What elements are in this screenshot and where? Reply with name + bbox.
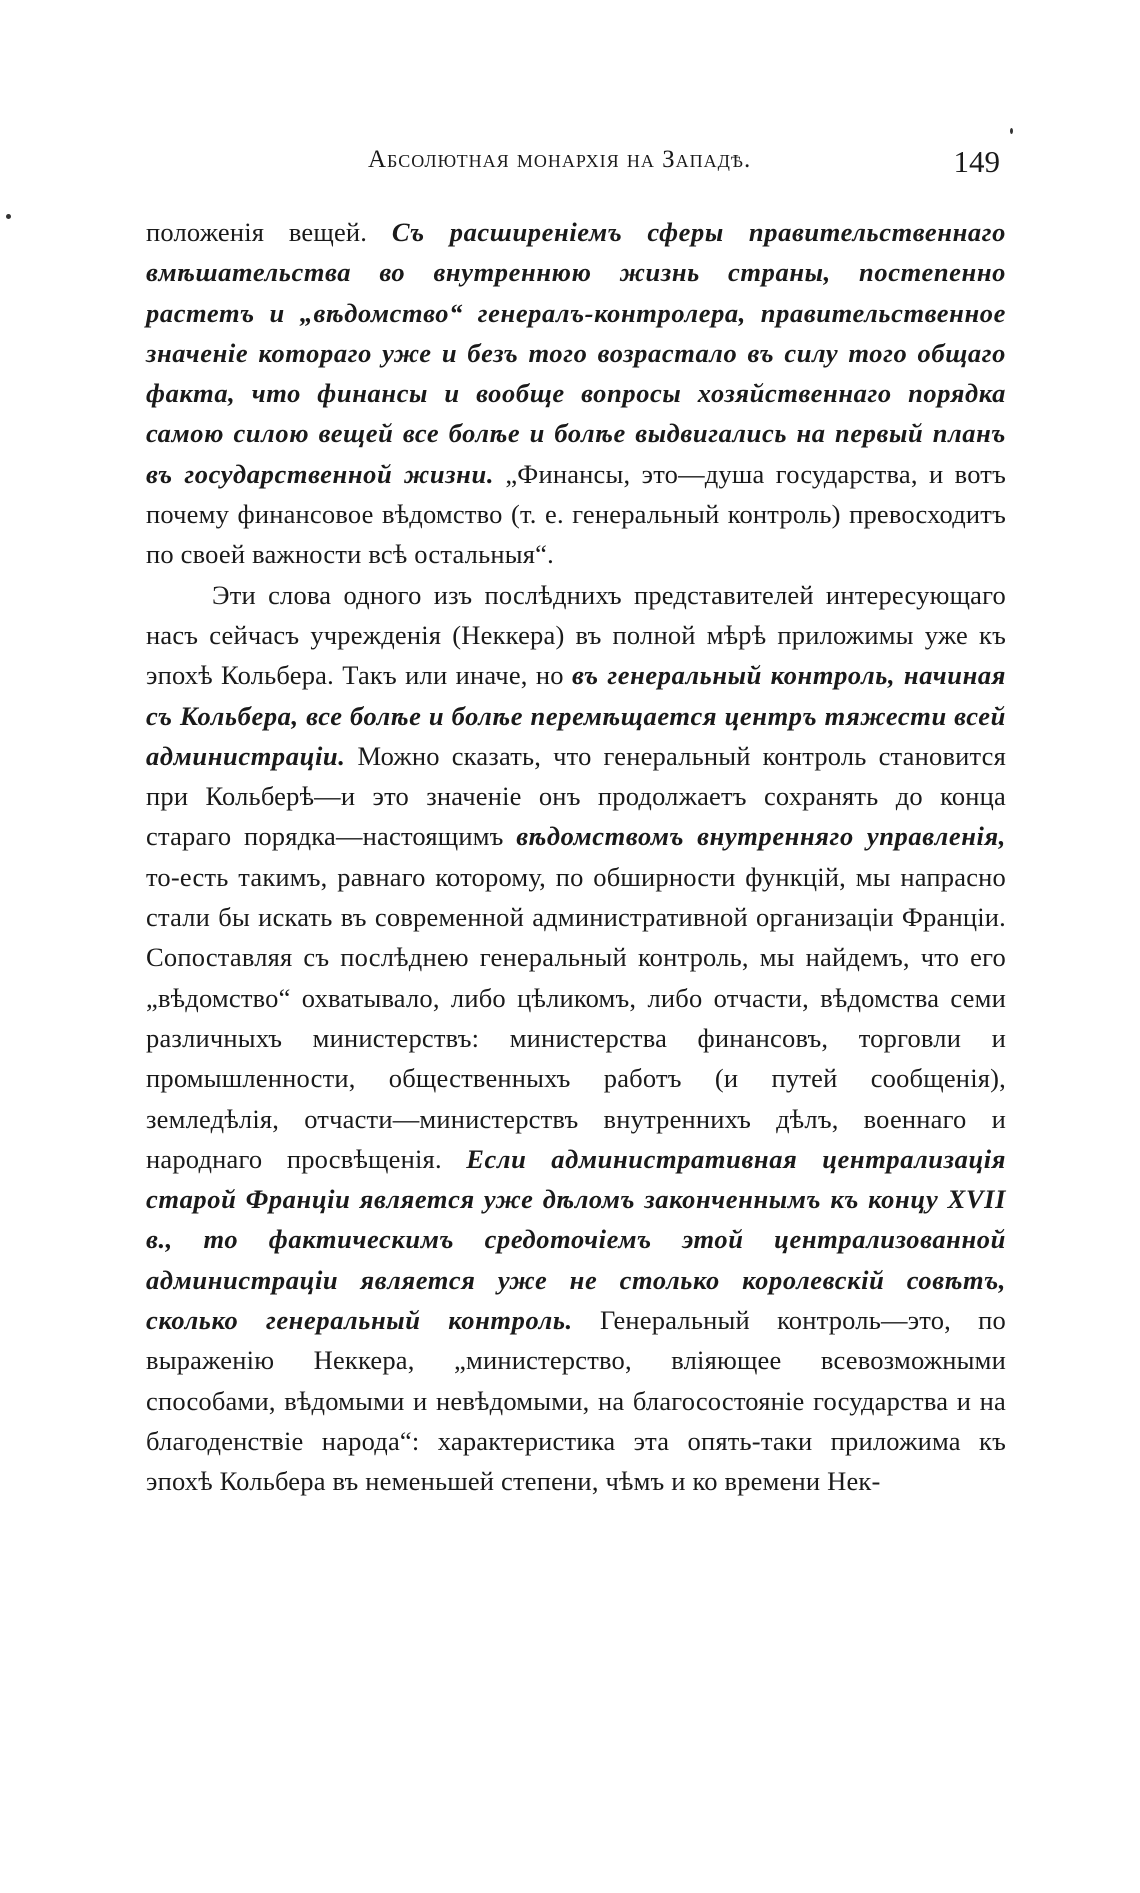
paragraph-1 — [146, 212, 1006, 575]
emphasized-text: вѣдомствомъ внутренняго управленія, — [516, 821, 1006, 852]
print-speck — [1010, 128, 1013, 134]
running-title: Абсолютная монархія на Западѣ. — [368, 146, 752, 173]
running-head — [146, 144, 1006, 180]
body-text — [146, 212, 1006, 1502]
text-segment: Можно сказать, что генеральный контроль становится при Кольберѣ—и это значеніе онъ продолжаетъ сохранять до конца стараго порядка—настоящимъ — [146, 740, 1006, 852]
emphasized-text: Если административная централизація старой Франціи является уже дѣломъ законченнымъ къ концу XVII в., то фактическимъ средоточіемъ этой централизованной администраціи является уже не столько королевскій совѣтъ, сколько генеральный контроль. — [146, 1143, 1006, 1336]
emphasized-text: Съ расширеніемъ сферы правительственнаго вмѣшательства во внутреннюю жизнь страны, постепенно растетъ и „вѣдомство“ генералъ-контролера, правительственное значеніе котораго уже и безъ того возрастало въ силу того общаго факта, что финансы и вообще вопросы хозяйственнаго порядка самою силою вещей все болѣе и болѣе выдвигались на первый планъ въ государственной жизни. — [146, 217, 1006, 489]
text-segment: то-есть такимъ, равнаго которому, по обширности функцій, мы напрасно стали бы искать въ современной административной организаціи Франціи. Сопоставляя съ послѣднею генеральный контроль, мы найдемъ, что его „вѣдомство“ охватывало, либо цѣликомъ, либо отчасти, вѣдомства семи различныхъ министерствъ: министерства финансовъ, торговли и промышленности, общественныхъ работъ (и путей сообщенія), земледѣлія, отчасти—министерствъ внутреннихъ дѣлъ, военнаго и народнаго просвѣщенія. — [146, 861, 1006, 1174]
text-segment: положенія вещей. — [146, 217, 392, 247]
paragraph-2 — [146, 575, 1006, 1502]
emphasized-text: въ генеральный контроль, начиная съ Кольбера, все болѣе и болѣе перемѣщается центръ тяжести всей администраціи. — [146, 660, 1006, 771]
text-segment: Эти слова одного изъ послѣднихъ представителей интересующаго насъ сейчасъ учрежденія (Неккера) въ полной мѣрѣ приложимы уже къ эпохѣ Кольбера. Такъ или иначе, но — [146, 579, 1006, 691]
page-number: 149 — [953, 144, 1000, 179]
text-segment: „Финансы, это—душа государства, и вотъ почему финансовое вѣдомство (т. е. генеральный контроль) превосходитъ по своей важности всѣ остальныя“. — [146, 458, 1006, 570]
text-segment: Генеральный контроль—это, по выраженію Неккера, „министерство, вліяющее всевозможными способами, вѣдомыми и невѣдомыми, на благосостояніе государства и на благоденствіе народа“: характеристика эта опять-таки приложима къ эпохѣ Кольбера въ неменьшей степени, чѣмъ и ко времени Нек- — [146, 1305, 1006, 1497]
print-speck — [6, 214, 11, 219]
